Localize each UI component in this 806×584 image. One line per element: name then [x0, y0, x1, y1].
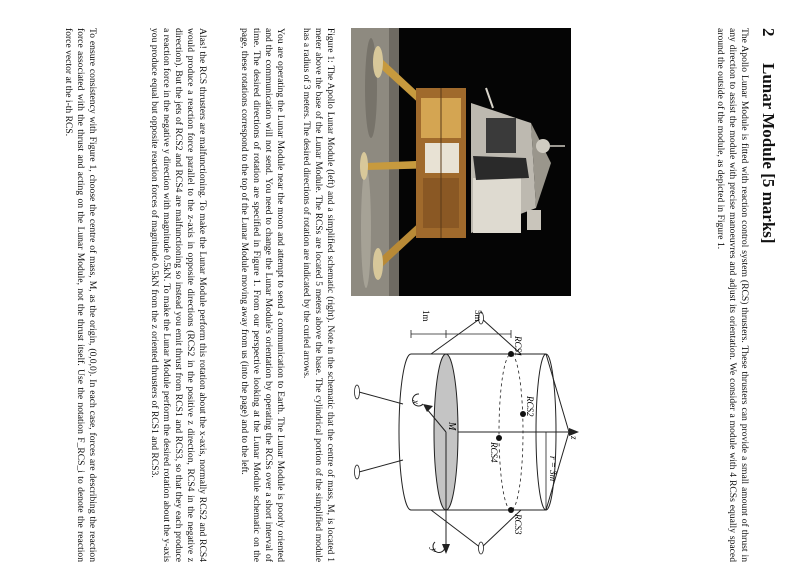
lunar-module-illustration: [351, 28, 571, 296]
section-heading: [758, 28, 778, 244]
label-center-of-mass: M: [446, 422, 457, 431]
label-scale-5m: 5m: [473, 310, 483, 322]
paragraph-operation: You are operating the Lunar Module near the moon and attempt to send a communication to Earth. The Lunar Module is poorly oriented and the communication will not send. You need to change the Lunar Module's orientation by operating the RCSs over a short interval of time. The desired directions of rotation are specified in Figure 1. From our perspective looking at the Lunar Module schematic on the page, these rotations correspond to the top of the Lunar Module moving away from us (into the page) and to the left.: [239, 28, 286, 562]
paragraph-consistency: To ensure consistency with Figure 1, choose the centre of mass, M, as the origin, (0,0,0). In each case, forces are describing the reaction force associated with the thrust and acting on the Lunar Module, not the thrust itself. Use the notation F_RCS_i to denote the reaction force vector at the i-th RCS.: [63, 28, 98, 562]
figure-caption: Figure 1: The Apollo Lunar Module (left) and a simplified schematic (right). Note in the schematic that the centre of mass, M, is located 1 meter above the base of the Lunar Module. The RCSs are located 5 meters above the base. The cylindrical portion of the simplified module has a radius of 3 meters. The desired directions of rotation are indicated by the curled arrows.: [301, 28, 335, 562]
label-rcs4: RCS4: [489, 442, 499, 463]
label-scale-1m: 1m: [421, 310, 431, 322]
lunar-module-schematic: [341, 304, 581, 560]
label-rcs1: RCS1: [513, 336, 523, 357]
intro-paragraph: The Apollo Lunar Module is fitted with reaction control system (RCS) thrusters. These thrusters can provide a small amount of thrust in any direction to assist the module with precise manoeuvres and adjust its orientation. We consider a module with 4 RCSs equally spaced around the outside of the module, as depicted in Figure 1.: [715, 28, 750, 562]
lunar-module-photo: [351, 28, 571, 296]
label-y-axis: y: [429, 548, 439, 552]
label-rcs3: RCS3: [513, 514, 523, 535]
label-z-axis: z: [569, 436, 579, 440]
label-x-axis: x: [411, 400, 421, 404]
label-radius: r = 3m: [548, 456, 558, 482]
schematic-drawing: [341, 304, 581, 560]
section-number: 2: [759, 28, 778, 37]
label-rcs2: RCS2: [525, 396, 535, 417]
paragraph-malfunction: Alas! the RCS thrusters are malfunctioning. To make the Lunar Module perform this rotation about the x-axis, normally RCS2 and RCS4 would produce a reaction force parallel to the z-axis in opposite directions (RCS2 in the positive z direction, RCS4 in the negative z direction). But the jets of RCS2 and RCS4 are malfunctioning so instead you emit thrust from RCS1 and RCS3, so that they each produce a reaction force in the negative y direction with magnitude 0.5kN. To make the Lunar Module perform the desired rotation about the y-axis you produce equal but opposite reaction forces of magnitude 0.5kN from the z oriented thrusters of RCS1 and RCS3.: [149, 28, 208, 562]
section-title: Lunar Module [5 marks]: [759, 63, 778, 244]
